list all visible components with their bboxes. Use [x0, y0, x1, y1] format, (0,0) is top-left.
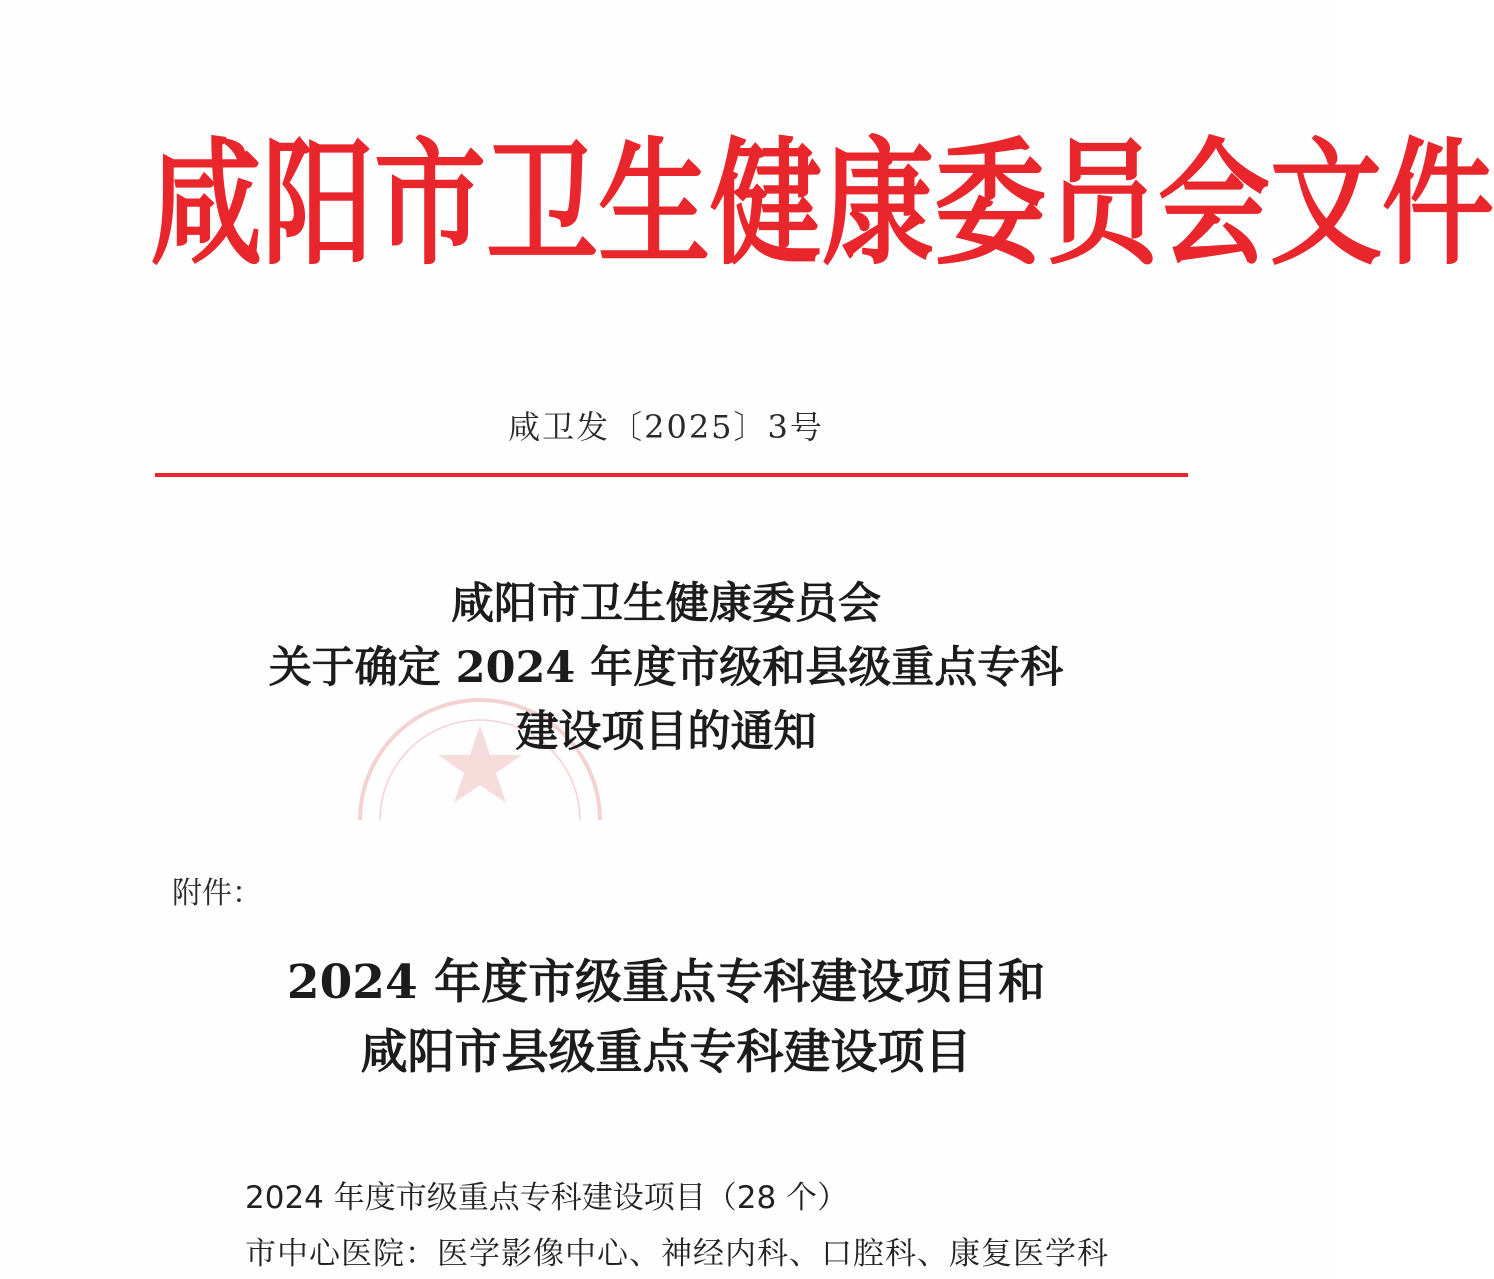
- notice-title-line: 关于确定 2024 年度市级和县级重点专科: [268, 643, 1064, 693]
- notice-title: [0, 572, 1332, 764]
- hospital-department-line: [245, 1228, 1109, 1273]
- masthead-char: 阳: [262, 124, 374, 285]
- attachment-title-line: 2024 年度市级重点专科建设项目和: [286, 955, 1046, 1010]
- masthead-title: [150, 124, 1494, 285]
- notice-title-line: 建设项目的通知: [515, 707, 817, 757]
- masthead-char: 卫: [486, 124, 598, 285]
- masthead-char: 文: [1270, 124, 1382, 285]
- masthead-char: 会: [1158, 124, 1270, 285]
- masthead-char: 市: [374, 124, 486, 285]
- attachment-title-line: 咸阳市县级重点专科建设项目: [360, 1025, 972, 1080]
- section-heading: 2024 年度市级重点专科建设项目（28 个）: [245, 1180, 849, 1216]
- attachment-label: 附件：: [172, 876, 262, 911]
- masthead-char: 健: [710, 124, 822, 285]
- document-number: 咸卫发〔2025〕3号: [508, 408, 824, 446]
- department-list: 医学影像中心、神经内科、口腔科、康复医学科: [437, 1236, 1109, 1272]
- masthead-char: 康: [822, 124, 934, 285]
- masthead-char: 咸: [150, 124, 262, 285]
- attachment-title: [0, 948, 1332, 1088]
- masthead-char: 员: [1046, 124, 1158, 285]
- red-divider-line: [155, 473, 1188, 477]
- notice-title-line: 咸阳市卫生健康委员会: [451, 579, 881, 629]
- masthead-char: 委: [934, 124, 1046, 285]
- masthead-char: 件: [1382, 124, 1494, 285]
- masthead-char: 生: [598, 124, 710, 285]
- hospital-name: 市中心医院：: [245, 1236, 437, 1272]
